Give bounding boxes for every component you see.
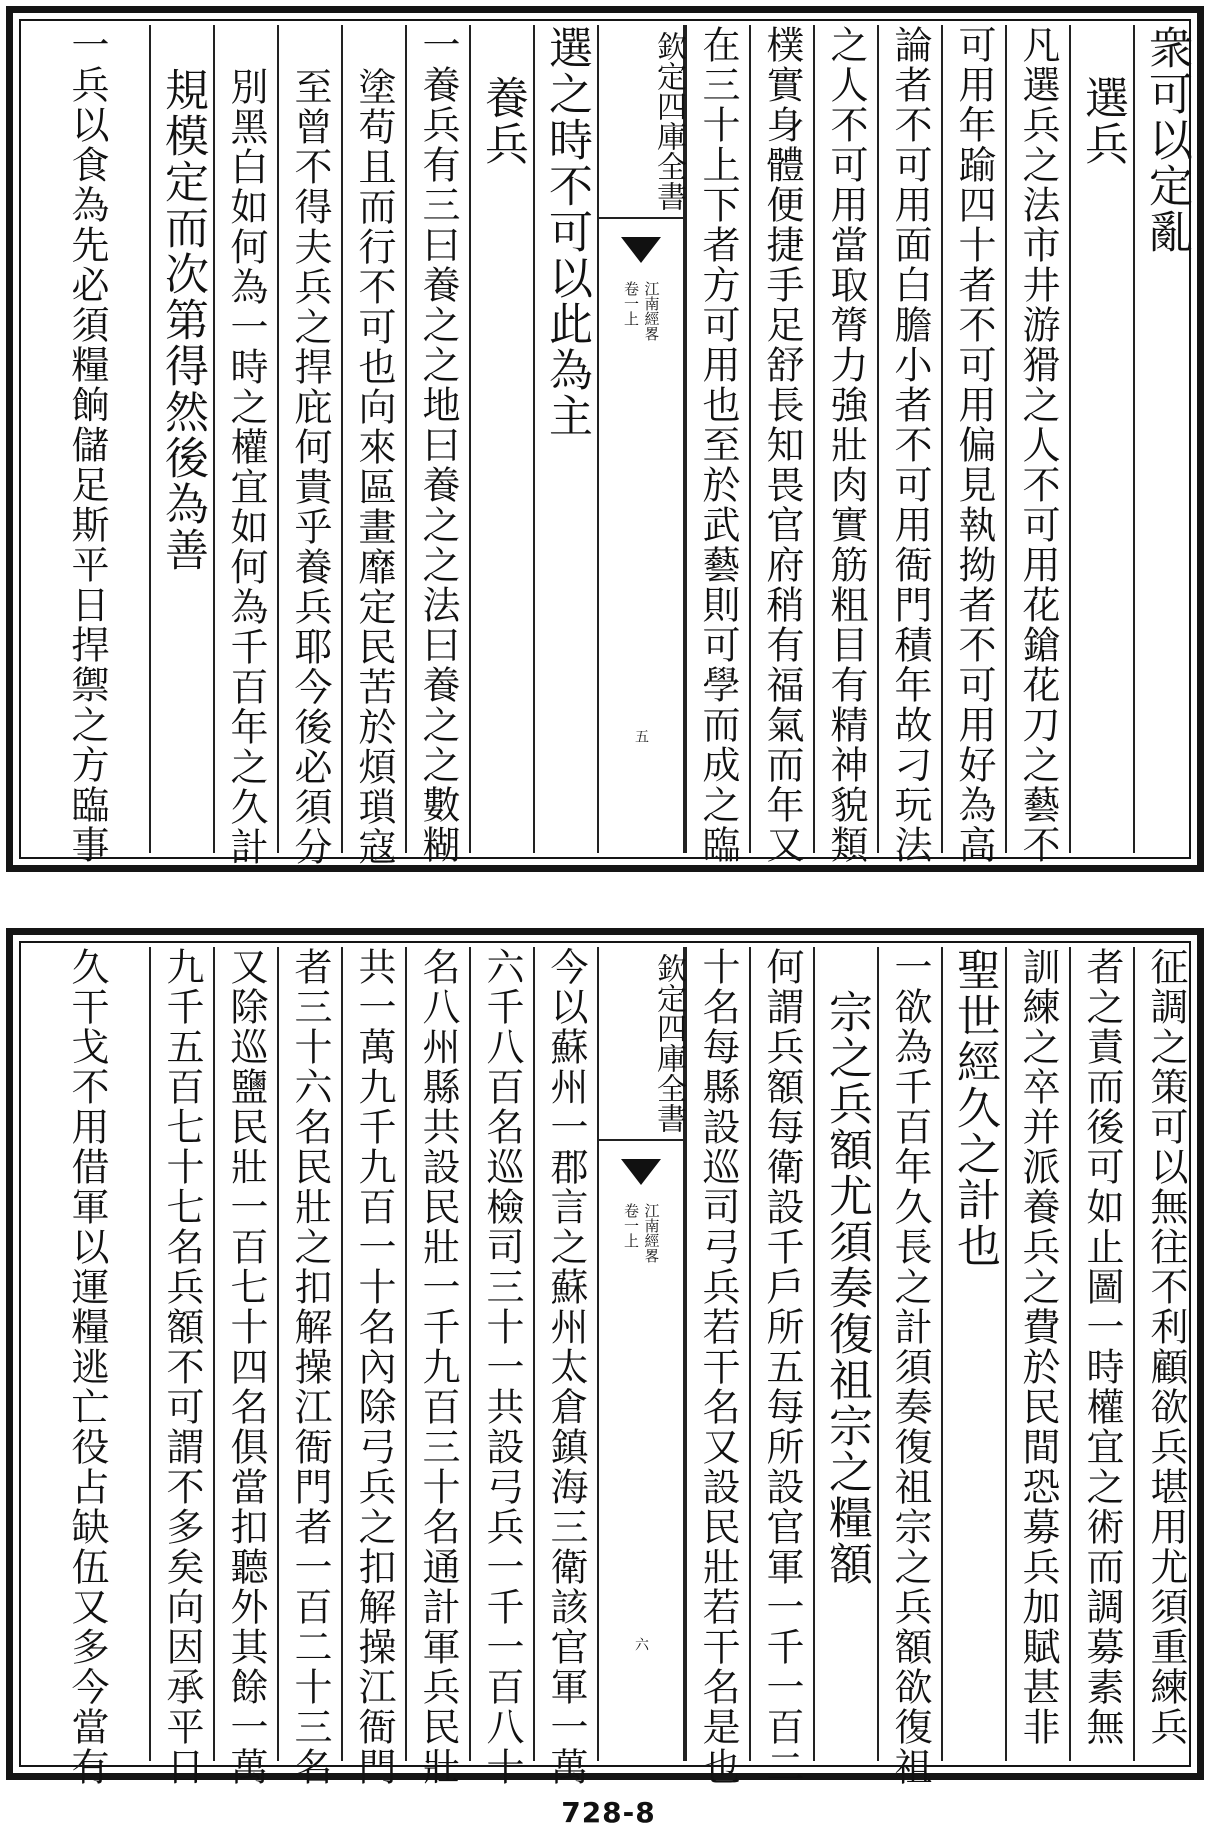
column-text: 一兵以食為先必須糧餉儲足斯平日捍禦之方臨事 [65,25,109,865]
column-text: 凡選兵之法市井游猾之人不可用花鎗花刀之藝不 [1016,25,1060,865]
column-text: 塗苟且而行不可也向來區畫靡定民苦於煩瑣寇 [352,67,396,867]
bottom-text-column [941,947,1005,1761]
top-text-column [533,25,597,853]
book-name: 江南經畧 [642,281,661,341]
bottom-text-column [1133,947,1197,1761]
book-title: 欽定四庫全書 [599,25,683,219]
column-text: 今以蘇州一郡言之蘇州太倉鎮海三衛該官軍一萬 [544,947,588,1787]
top-text-column [213,25,277,867]
leaf-number: 五 [633,729,649,743]
fish-tail-mark [621,237,661,263]
bottom-text-column [213,947,277,1787]
center-fold [597,947,685,1761]
bottom-text-column [277,947,341,1787]
bottom-text-column [877,947,941,1787]
column-text: 聖世經久之計也 [949,947,1000,1269]
bottom-text-column [749,947,813,1787]
column-text: 又除巡鹽民壯一百七十四名俱當扣聽外其餘一萬 [224,947,268,1787]
bottom-text-column [685,947,749,1787]
column-text: 九千五百七十七名兵額不可謂不多矣向因承平日 [160,947,204,1787]
section-heading: 選兵 [1077,75,1128,167]
center-fold [597,25,685,853]
bottom-text-column [1005,947,1069,1761]
column-text: 征調之策可以無往不利顧欲兵堪用尤須重練兵 [1144,947,1188,1747]
column-text: 六千八百名巡檢司三十一共設弓兵一千一百八十 [480,947,524,1787]
book-title: 欽定四庫全書 [599,947,683,1141]
top-page [6,6,1204,872]
column-text: 之人不可用當取膂力強壯肉實筋粗目有精神貌類 [824,25,868,865]
column-text: 十名每縣設巡司弓兵若干名又設民壯若干名是也 [696,947,740,1787]
bottom-text-column [469,947,533,1787]
bottom-text-column [533,947,597,1787]
column-text: 衆可以定亂 [1141,25,1192,255]
bottom-text-column [341,947,405,1787]
top-text-column [813,25,877,865]
column-text: 訓練之卒并派養兵之費於民間恐募兵加賦甚非 [1016,947,1060,1747]
fold-info [623,1203,660,1263]
column-text: 可用年踰四十者不可用偏見執拗者不可用好為高 [952,25,996,865]
column-text: 一養兵有三曰養之之地曰養之之法曰養之之數糊 [416,25,460,865]
column-text: 規模定而次第得然後為善 [157,67,208,573]
column-text: 論者不可用面白膽小者不可用衙門積年故刁玩法 [888,25,932,865]
top-text-column [341,25,405,867]
bottom-text-column [1069,947,1133,1761]
bottom-page [6,928,1204,1787]
column-text: 至曾不得夫兵之捍庇何貴乎養兵耶今後必須分 [288,67,332,867]
volume-label: 卷一上 [622,281,640,326]
fish-tail-mark [621,1159,661,1185]
bottom-text-column [405,947,469,1787]
bottom-text-column [25,947,149,1787]
column-text: 名八州縣共設民壯一千九百三十名通計軍兵民壯 [416,947,460,1787]
top-text-column [149,25,213,853]
top-text-column [1005,25,1069,865]
top-text-column [25,25,149,865]
bottom-text-column [149,947,213,1787]
top-text-column [749,25,813,865]
column-text: 選之時不可以此為主 [541,25,592,439]
column-text: 共一萬九千九百一十名內除弓兵之扣解操江衙門 [352,947,396,1787]
column-text: 樸實身體便捷手足舒長知畏官府稍有福氣而年又 [760,25,804,865]
top-text-column [685,25,749,865]
column-text: 久干戈不用借軍以運糧逃亡役占缺伍又多今當有 [65,947,109,1787]
volume-label: 卷一上 [622,1203,640,1248]
column-text: 者之責而後可如止圖一時權宜之術而調募素無 [1080,947,1124,1747]
leaf-number: 六 [633,1637,649,1651]
top-text-column [1069,25,1133,853]
top-text-column [277,25,341,867]
top-text-column [941,25,1005,865]
top-text-column [1133,25,1197,853]
section-heading: 養兵 [477,75,528,167]
column-text: 者三十六名民壯之扣解操江衙門者一百二十三名 [288,947,332,1787]
column-text: 何謂兵額每衛設千戶所五每所設官軍一千一百二 [760,947,804,1787]
column-text: 在三十上下者方可用也至於武藝則可學而成之臨 [696,25,740,865]
fold-info [623,281,660,341]
top-text-column [469,25,533,853]
book-name: 江南經畧 [642,1203,661,1263]
column-text: 一欲為千百年久長之計須奏復祖宗之兵額欲復祖 [888,947,932,1787]
column-text: 宗之兵額尤須奏復祖宗之糧額 [821,989,872,1587]
top-text-column [877,25,941,865]
bottom-text-column [813,947,877,1761]
top-text-column [405,25,469,865]
column-text: 別黑白如何為一時之權宜如何為千百年之久計 [224,67,268,867]
page-number: 728-8 [561,1796,656,1829]
